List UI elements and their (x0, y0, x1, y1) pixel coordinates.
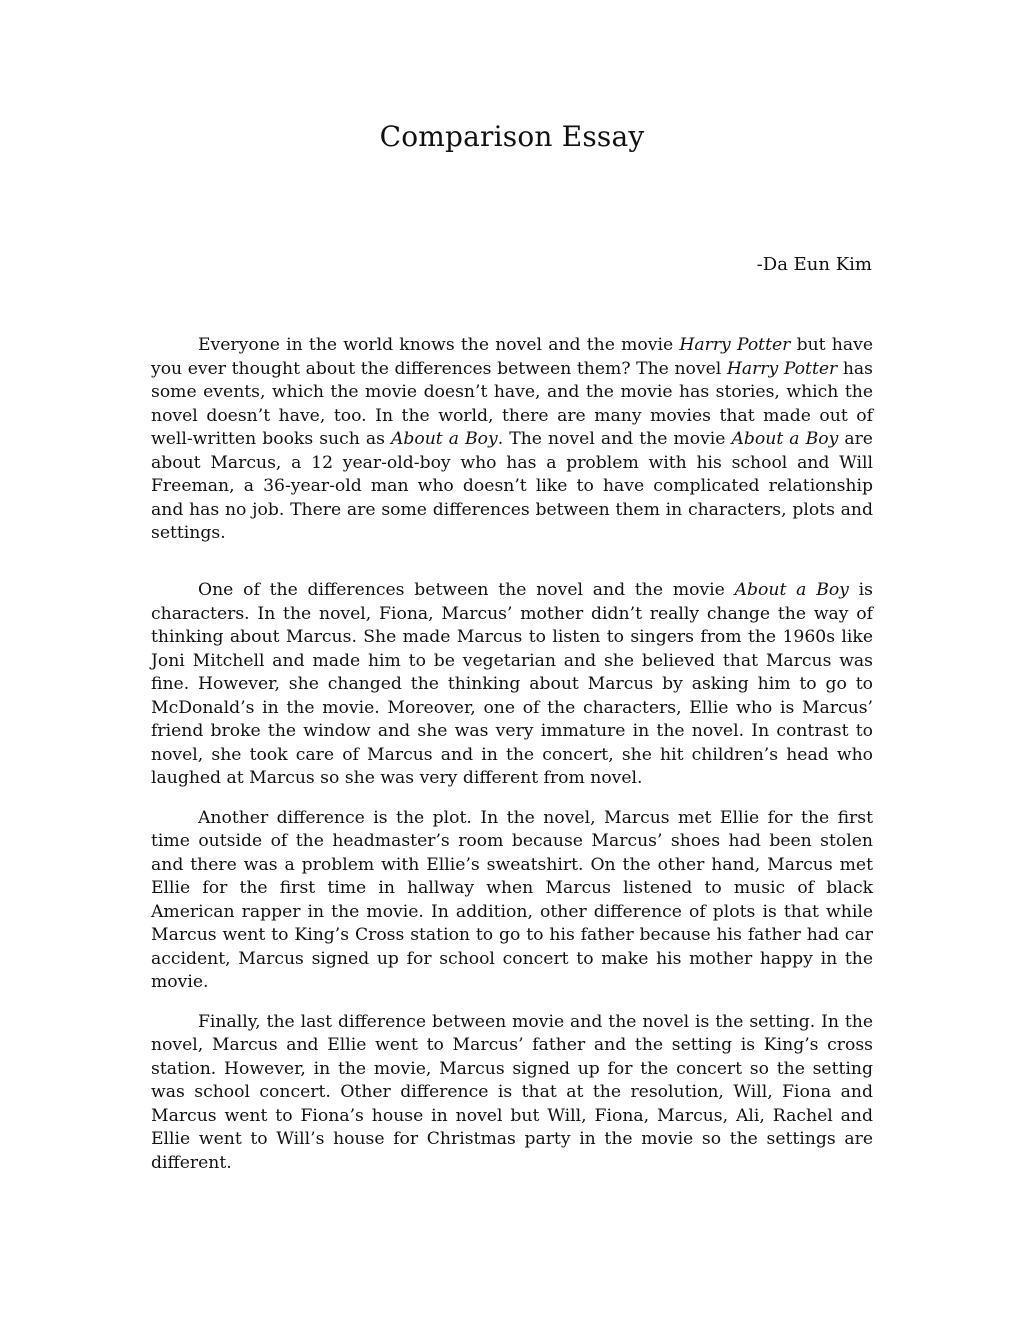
text-run: but have you ever thought about the differences between them? The novel (151, 335, 873, 379)
title-reference: About a Boy (734, 580, 849, 600)
title-reference: About a Boy (731, 429, 839, 449)
essay-body-intro (151, 334, 873, 562)
essay-body-main (151, 579, 873, 1191)
title-reference: Harry Potter (726, 358, 838, 379)
text-run: is characters. In the novel, Fiona, Marcus’ mother didn’t really change the way of thinking about Marcus. She made Marcus to listen to singers from the 1960s like Joni Mitchell and made him to be vegetarian and she believed that Marcus was fine. However, she changed the thinking about Marcus by asking him to go to McDonald’s in the movie. Moreover, one of the characters, Ellie who is Marcus’ friend broke the window and she was very immature in the novel. In contrast to novel, she took care of Marcus and in the concert, she hit children’s head who laughed at Marcus so she was very different from novel. (151, 580, 873, 788)
title-reference: Harry Potter (679, 335, 791, 355)
text-run: Everyone in the world knows the novel and the movie (198, 335, 680, 355)
intro-paragraph (151, 334, 873, 546)
text-run: . The novel and the movie (497, 429, 732, 449)
text-run: has some events, which the movie doesn’t have, and the movie has stories, which the novel doesn’t have, too. In the world, there are many movies that made out of well-written books such as (151, 358, 873, 449)
title-reference: About a Boy (390, 429, 498, 449)
text-run: One of the differences between the novel and the movie (198, 580, 735, 600)
text-run: are about Marcus, a 12 year-old-boy who has a problem with his school and Will Freeman, a 36-year-old man who doesn’t like to have complicated relationship and has no job. There are some differences between them in characters, plots and settings. (151, 429, 873, 543)
setting-paragraph: Finally, the last difference between movie and the novel is the setting. In the novel, Marcus and Ellie went to Marcus’ father and the setting is King’s cross station. However, in the movie, Marcus signed up for the concert so the setting was school concert. Other difference is that at the resolution, Will, Fiona and Marcus went to Fiona’s house in novel but Will, Fiona, Marcus, Ali, Rachel and Ellie went to Will’s house for Christmas party in the movie so the settings are different. (151, 1011, 873, 1173)
essay-title: Comparison Essay (379, 120, 645, 153)
plot-paragraph: Another difference is the plot. In the novel, Marcus met Ellie for the first time outside of the headmaster’s room because Marcus’ shoes had been stolen and there was a problem with Ellie’s sweatshirt. On the other hand, Marcus met Ellie for the first time in hallway when Marcus listened to music of black American rapper in the movie. In addition, other difference of plots is that while Marcus went to King’s Cross station to go to his father because his father had car accident, Marcus signed up for school concert to make his mother happy in the movie. (151, 807, 873, 992)
author-name: -Da Eun Kim (756, 254, 872, 275)
characters-paragraph (151, 579, 873, 791)
